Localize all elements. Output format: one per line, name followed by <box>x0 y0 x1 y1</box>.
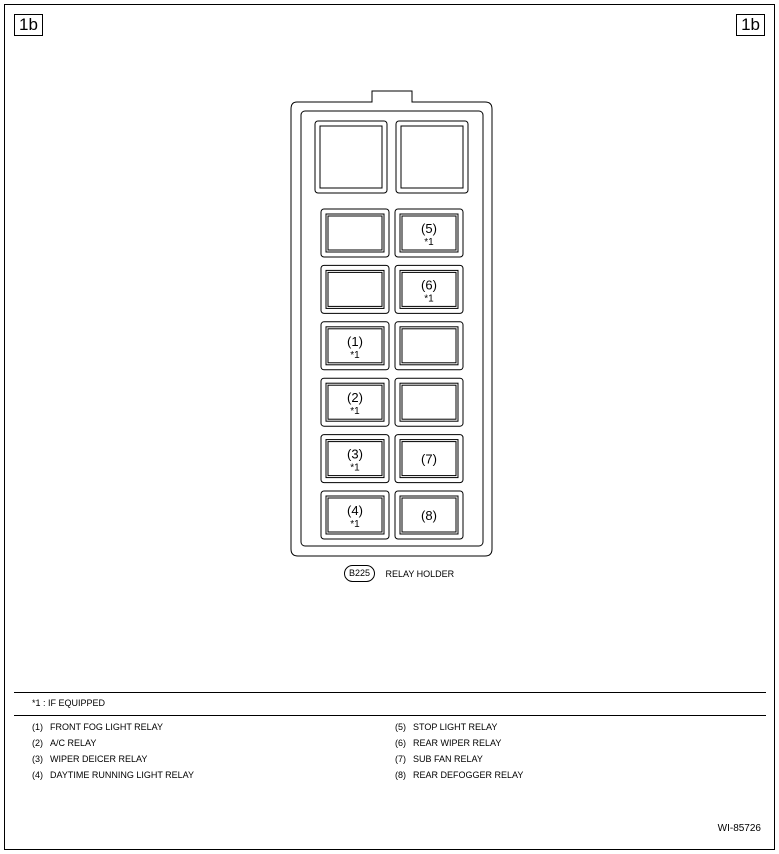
relay-slot-note: *1 <box>350 462 360 474</box>
large-block-left <box>315 121 387 193</box>
corner-label-left: 1b <box>14 14 43 36</box>
relay-slot-right-3 <box>395 322 463 370</box>
figure-id: WI-85726 <box>717 823 761 834</box>
relay-slot-number: (1) <box>347 333 363 349</box>
legend-number: (8) <box>395 770 406 780</box>
relay-slot-number: (4) <box>347 503 363 518</box>
legend-number: (3) <box>32 754 43 764</box>
legend-item <box>32 751 194 767</box>
legend-item <box>32 719 194 735</box>
relay-slot-note: *1 <box>350 406 360 418</box>
legend-item <box>395 767 523 783</box>
legend-number: (5) <box>395 722 406 732</box>
relay-slot-note: *1 <box>350 519 360 530</box>
legend-label: REAR WIPER RELAY <box>413 738 502 748</box>
legend-label: FRONT FOG LIGHT RELAY <box>50 722 164 732</box>
relay-slot-note: *1 <box>424 237 434 248</box>
legend-label: WIPER DEICER RELAY <box>50 754 148 764</box>
relay-slot-number: (7) <box>421 451 437 467</box>
legend-label: REAR DEFOGGER RELAY <box>413 770 524 780</box>
legend-number: (2) <box>32 738 43 748</box>
relay-slot-number: (2) <box>347 390 363 406</box>
legend-label: DAYTIME RUNNING LIGHT RELAY <box>50 770 195 780</box>
footnote-text: : IF EQUIPPED <box>43 698 106 708</box>
relay-slot-left-1 <box>321 209 389 257</box>
legend-number: (6) <box>395 738 406 748</box>
large-block-right <box>396 121 468 193</box>
relay-slot-left-2 <box>321 265 389 313</box>
legend-label: SUB FAN RELAY <box>413 754 483 764</box>
footnote-mark: *1 <box>32 698 41 708</box>
connector-id: B225 <box>344 565 375 582</box>
legend-item <box>395 735 523 751</box>
corner-label-right: 1b <box>736 14 765 36</box>
relay-slot-number: (5) <box>421 221 437 236</box>
relay-slot-note: *1 <box>350 349 360 361</box>
relay-slot-note: *1 <box>424 293 434 305</box>
legend-left <box>32 719 194 783</box>
relay-slot-number: (3) <box>347 446 363 462</box>
legend-item <box>32 767 194 783</box>
legend-right <box>395 719 523 783</box>
legend-label: STOP LIGHT RELAY <box>413 722 498 732</box>
footnote <box>32 698 105 708</box>
connector-name: RELAY HOLDER <box>385 568 455 579</box>
legend-item <box>395 719 523 735</box>
legend-item <box>32 735 194 751</box>
divider-top <box>14 692 766 693</box>
relay-slot-number: (6) <box>421 277 437 293</box>
legend-number: (7) <box>395 754 406 764</box>
legend-item <box>395 751 523 767</box>
legend-number: (1) <box>32 722 43 732</box>
relay-slot-number: (8) <box>421 508 437 523</box>
legend-number: (4) <box>32 770 43 780</box>
relay-slot-right-4 <box>395 378 463 426</box>
divider-bottom <box>14 715 766 716</box>
legend-label: A/C RELAY <box>50 738 97 748</box>
connector-tag <box>344 565 454 582</box>
